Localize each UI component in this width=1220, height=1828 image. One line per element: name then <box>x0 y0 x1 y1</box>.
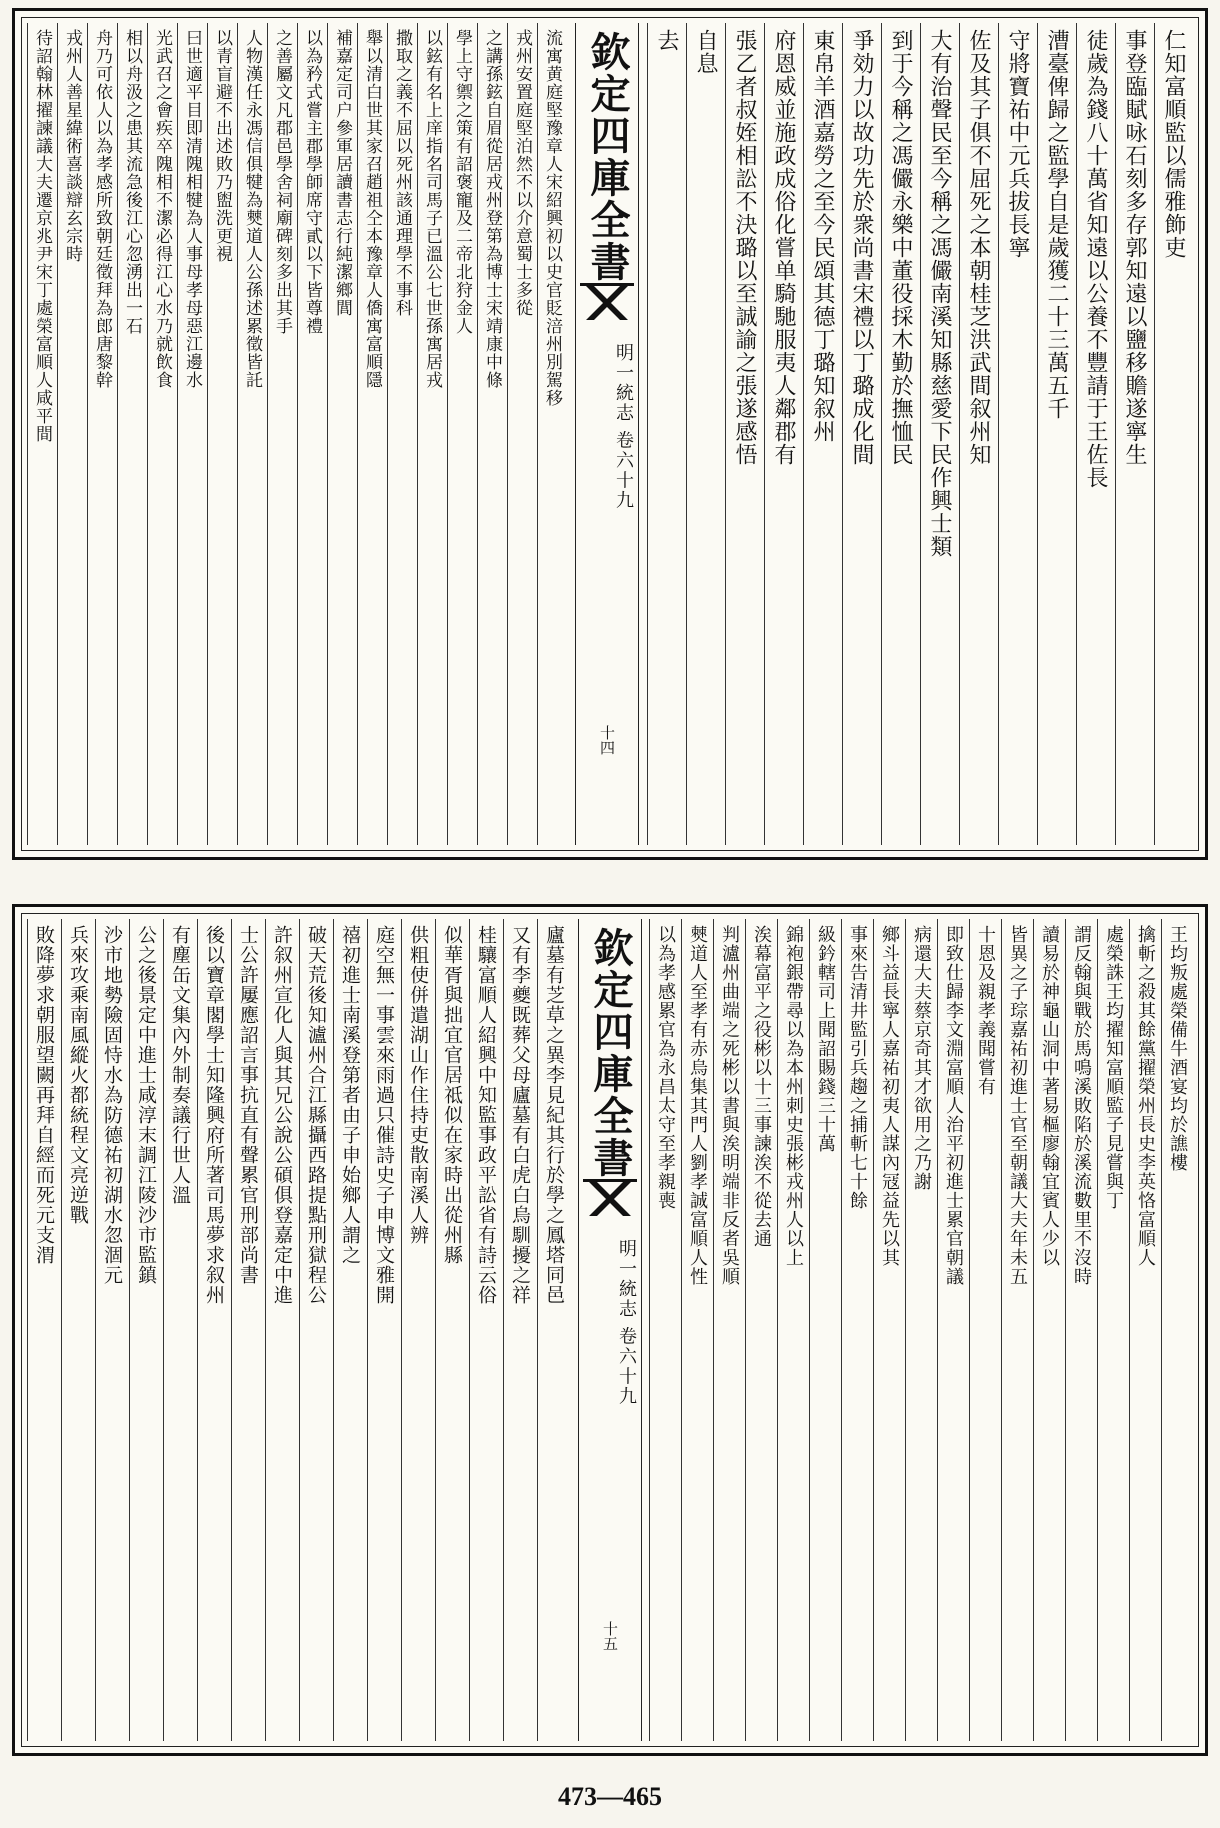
text-column: 涘幕富平之役彬以十三事諫涘不從去通 <box>745 919 777 1741</box>
text-column: 待詔翰林擢諫議大夫遷京兆尹宋丁處榮富順人咸平間 <box>27 23 57 845</box>
text-column: 士公許屢應詔言事抗直有聲累官刑部尚書 <box>231 919 265 1741</box>
lower-spine-book-juan <box>579 1239 641 1407</box>
upper-page-body <box>27 23 1193 845</box>
text-column: 敗降夢求朝服望闕再拜自經而死元支渭 <box>27 919 61 1741</box>
lower-spine-juan: 卷六十九 <box>616 1326 637 1407</box>
text-column: 後以寶章閣學士知隆興府所著司馬夢求叙州 <box>197 919 231 1741</box>
upper-spine-title: 欽定四庫全書 <box>584 31 631 283</box>
upper-right-half <box>647 23 1193 845</box>
text-column: 破天荒後知瀘州合江縣攝西路提點刑獄程公 <box>299 919 333 1741</box>
text-column: 公之後景定中進士咸淳末調江陵沙市監鎮 <box>129 919 163 1741</box>
upper-left-half <box>27 23 567 845</box>
text-column: 舟乃可依人以為孝感所致朝廷徵拜為郎唐黎幹 <box>87 23 117 845</box>
lower-right-half <box>649 919 1193 1741</box>
text-column: 供粗使併遣湖山作住持吏散南溪人辨 <box>401 919 435 1741</box>
text-column: 擒斬之殺其餘黨擢榮州長史李英恪富順人 <box>1129 919 1161 1741</box>
text-column: 守將寶祐中元兵拔長寧 <box>998 23 1037 845</box>
text-column: 禧初進士南溪登第者由子申始鄉人謂之 <box>333 919 367 1741</box>
text-column: 到于今稱之馮儼永樂中董役採木勤於撫恤民 <box>881 23 920 845</box>
text-column: 病還大夫蔡京奇其才欲用之乃謝 <box>905 919 937 1741</box>
lower-left-half <box>27 919 571 1741</box>
text-column: 庭空無一事雲來雨過只催詩史子申博文雅開 <box>367 919 401 1741</box>
text-column: 又有李夔既葬父母廬墓有白虎白烏馴擾之祥 <box>503 919 537 1741</box>
text-column: 許叙州宣化人與其兄公說公碩俱登嘉定中進 <box>265 919 299 1741</box>
lower-spine-title: 欽定四庫全書 <box>587 927 634 1179</box>
text-column: 沙市地勢險固恃水為防德祐初湖水忽涸元 <box>95 919 129 1741</box>
text-column: 級鈐轄司上聞詔賜錢三十萬 <box>809 919 841 1741</box>
text-column: 相以舟汲之患其流急後江心忽湧出一石 <box>117 23 147 845</box>
text-column: 皆異之子琮嘉祐初進士官至朝議大夫年未五 <box>1001 919 1033 1741</box>
upper-center-spine <box>575 23 639 845</box>
text-column: 錦袍銀帶尋以為本州刺史張彬戎州人以上 <box>777 919 809 1741</box>
lower-center-spine <box>578 919 642 1741</box>
upper-page <box>12 8 1208 860</box>
lower-spine-book: 明一統志 <box>616 1239 637 1319</box>
text-column: 漕臺俾歸之監學自是歲獲二十三萬五千 <box>1037 23 1076 845</box>
text-column: 自息 <box>686 23 725 845</box>
page-number-footer: 473—465 <box>558 1782 662 1811</box>
text-column: 流寓黄庭堅豫章人宋紹興初以史官貶涪州別駕移 <box>537 23 567 845</box>
text-column: 以為矜式嘗主郡學師席守貳以下皆尊禮 <box>297 23 327 845</box>
text-column: 以鉉有名上庠指名司馬子已溫公七世孫寓居戎 <box>417 23 447 845</box>
text-column: 東帛羊酒嘉勞之至今民頌其德丁璐知叙州 <box>803 23 842 845</box>
text-column: 佐及其子俱不屈死之本朝桂芝洪武間叙州知 <box>959 23 998 845</box>
upper-spine-leaf-number: 十四 <box>598 725 616 755</box>
text-column: 去 <box>647 23 686 845</box>
text-column: 處榮誅王均擢知富順監子見嘗與丁 <box>1097 919 1129 1741</box>
text-column: 判瀘州曲端之死彬以書與涘明端非反者吳順 <box>713 919 745 1741</box>
text-column: 僰道人至孝有赤烏集其門人劉孝誠富順人性 <box>681 919 713 1741</box>
text-column: 爭効力以故功先於衆尚書宋禮以丁璐成化間 <box>842 23 881 845</box>
lower-spine-leaf-number: 十五 <box>601 1621 619 1651</box>
text-column: 王均叛處榮備牛酒宴均於譙樓 <box>1161 919 1193 1741</box>
lower-page-body <box>27 919 1193 1741</box>
text-column: 光武召之會疾卒隗相不潔必得江心水乃就飲食 <box>147 23 177 845</box>
text-column: 曰世適平目即清隗相犍為人事母孝母惡江邊水 <box>177 23 207 845</box>
text-column: 以青盲避不出述敗乃盥洗更視 <box>207 23 237 845</box>
text-column: 戎州人善星緯術喜談辯玄宗時 <box>57 23 87 845</box>
text-column: 人物漢任永馮信俱犍為僰道人公孫述累徵皆託 <box>237 23 267 845</box>
text-column: 之善屬文凡郡邑學舍祠廟碑刻多出其手 <box>267 23 297 845</box>
text-column: 仁知富順監以儒雅飾吏 <box>1154 23 1193 845</box>
text-column: 事登臨賦咏石刻多存郭知遠以鹽移贍遂寧生 <box>1115 23 1154 845</box>
text-column: 張乙者叔姪相訟不決璐以至誠諭之張遂感悟 <box>725 23 764 845</box>
text-column: 之講孫鉉自眉從居戎州登第為博士宋靖康中條 <box>477 23 507 845</box>
upper-spine-juan: 卷六十九 <box>613 430 634 511</box>
text-column: 學上守禦之策有詔褒寵及二帝北狩金人 <box>447 23 477 845</box>
lower-page <box>12 904 1208 1756</box>
text-column: 撒取之義不屈以死州該通理學不事科 <box>387 23 417 845</box>
text-column: 兵來攻乘南風縱火都統程文亮逆戰 <box>61 919 95 1741</box>
text-column: 桂驤富順人紹興中知監事政平訟省有詩云俗 <box>469 919 503 1741</box>
text-column: 似華胥與拙宜官居祗似在家時出從州縣 <box>435 919 469 1741</box>
lower-fishtail-ornament <box>583 1179 637 1216</box>
text-column: 府恩威並施政成俗化嘗单騎馳服夷人鄰郡有 <box>764 23 803 845</box>
text-column: 有塵缶文集內外制奏議行世人溫 <box>163 919 197 1741</box>
upper-fishtail-ornament <box>580 283 634 320</box>
text-column: 舉以清白世其家召趙祖仝本豫章人僑寓富順隱 <box>357 23 387 845</box>
text-column: 事來告清井監引兵趨之捕斬七十餘 <box>841 919 873 1741</box>
text-column: 戎州安置庭堅泊然不以介意蜀士多從 <box>507 23 537 845</box>
text-column: 鄉斗益長寧人嘉祐初夷人謀內冦益先以其 <box>873 919 905 1741</box>
text-column: 即致仕歸李文淵富順人治平初進士累官朝議 <box>937 919 969 1741</box>
upper-spine-book-juan <box>576 343 638 511</box>
upper-spine-book: 明一統志 <box>613 343 634 423</box>
text-column: 大有治聲民至今稱之馮儼南溪知縣慈愛下民作興士類 <box>920 23 959 845</box>
text-column: 補嘉定司户參軍居讀書志行純潔鄉閭 <box>327 23 357 845</box>
text-column: 謂反翰與戰於馬鳴溪敗陷於溪流數里不沒時 <box>1065 919 1097 1741</box>
text-column: 徒歲為錢八十萬省知遠以公養不豐請于王佐長 <box>1076 23 1115 845</box>
text-column: 以為孝感累官為永昌太守至孝親喪 <box>649 919 681 1741</box>
text-column: 讀易於神龜山洞中著易樞廖翰宜賓人少以 <box>1033 919 1065 1741</box>
text-column: 廬墓有芝草之異李見紀其行於學之鳳塔同邑 <box>537 919 571 1741</box>
text-column: 十恩及親孝義聞嘗有 <box>969 919 1001 1741</box>
